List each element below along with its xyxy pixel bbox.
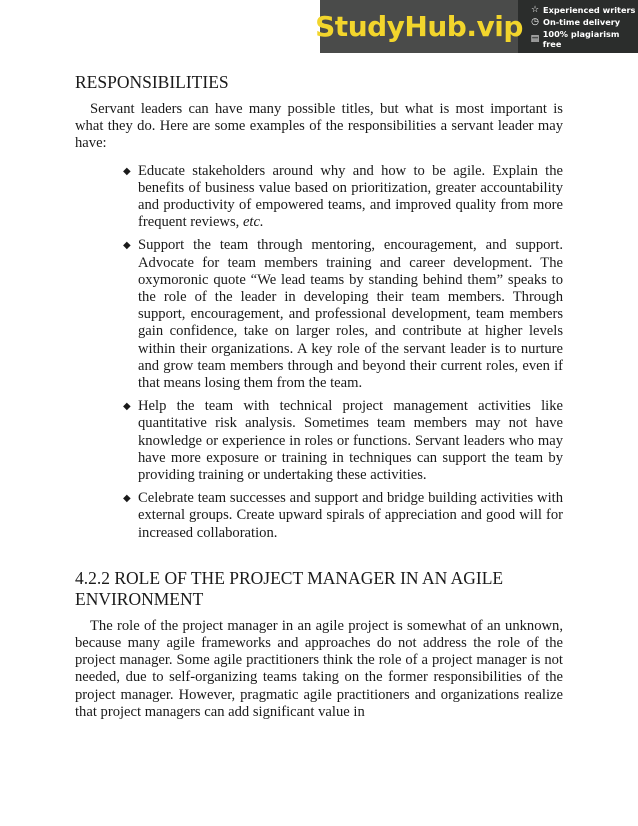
diamond-bullet-icon: ◆ bbox=[123, 401, 131, 413]
star-icon: ☆ bbox=[530, 4, 540, 15]
feature-label: On-time delivery bbox=[543, 16, 621, 27]
list-item: ◆ Educate stakeholders around why and how to be agile. Explain the benefits of business value based on prioritization, greater accountability and productivity of empowered teams, and improved quality from more frequent reviews, etc. bbox=[123, 162, 563, 231]
list-item: ◆ Celebrate team successes and support and bridge building activities with external groups. Create upward spirals of appreciation and good will for increased collaboration. bbox=[123, 490, 563, 541]
diamond-bullet-icon: ◆ bbox=[123, 165, 131, 177]
responsibilities-list bbox=[123, 163, 563, 542]
clock-icon: ◷ bbox=[531, 16, 539, 27]
feature-label: 100% plagiarism free bbox=[542, 28, 620, 49]
diamond-bullet-icon: ◆ bbox=[123, 240, 131, 252]
document-page bbox=[75, 72, 563, 721]
feature-on-time-delivery bbox=[530, 17, 638, 27]
list-item: ◆ Help the team with technical project management activities like quantitative risk analysis. Sometimes team members may not have knowledge or experience in roles or functions. Servant leaders who may have more exposure or training in techniques can support the team by providing training or undertaking these activities. bbox=[123, 398, 563, 484]
section-heading-responsibilities: RESPONSIBILITIES bbox=[75, 72, 229, 92]
body-paragraph: The role of the project manager in an agile project is somewhat of an unknown, because many agile frameworks and approaches do not address the role of the project manager. Some agile practitioners think the role of a project manager is not needed, due to self-organizing teams taking on the former responsibilities of the project manager. However, pragmatic agile practitioners and organizations realize that project managers can add significant value in bbox=[75, 617, 563, 720]
document-check-icon: ▤ bbox=[530, 33, 540, 44]
studyhub-logo[interactable] bbox=[315, 0, 523, 53]
diamond-bullet-icon: ◆ bbox=[123, 493, 131, 505]
list-item: ◆ Support the team through mentoring, encouragement, and support. Advocate for team members training and career development. The oxymoronic quote “We lead teams by standing behind them” speaks to the role of the leader in developing their team members. Through support, encouragement, and professional development, team members gain confidence, take on larger roles, and contribute at higher levels within their organizations. A key role of the servant leader is to nurture and grow team members through and beyond their current roles, even if that means losing them from the team. bbox=[123, 237, 563, 392]
logo-text: StudyHub.vip bbox=[315, 10, 523, 43]
intro-paragraph: Servant leaders can have many possible titles, but what is most important is what they do. Here are some examples of the responsibilities a servant leader may have: bbox=[75, 101, 563, 152]
studyhub-banner[interactable] bbox=[315, 0, 638, 53]
banner-features bbox=[518, 0, 638, 53]
section-heading-project-manager-role: 4.2.2 ROLE OF THE PROJECT MANAGER IN AN AGILE ENVIRONMENT bbox=[75, 567, 504, 609]
feature-label: Experienced writers bbox=[543, 4, 636, 15]
feature-experienced-writers bbox=[530, 5, 638, 15]
feature-plagiarism-free bbox=[530, 29, 638, 49]
